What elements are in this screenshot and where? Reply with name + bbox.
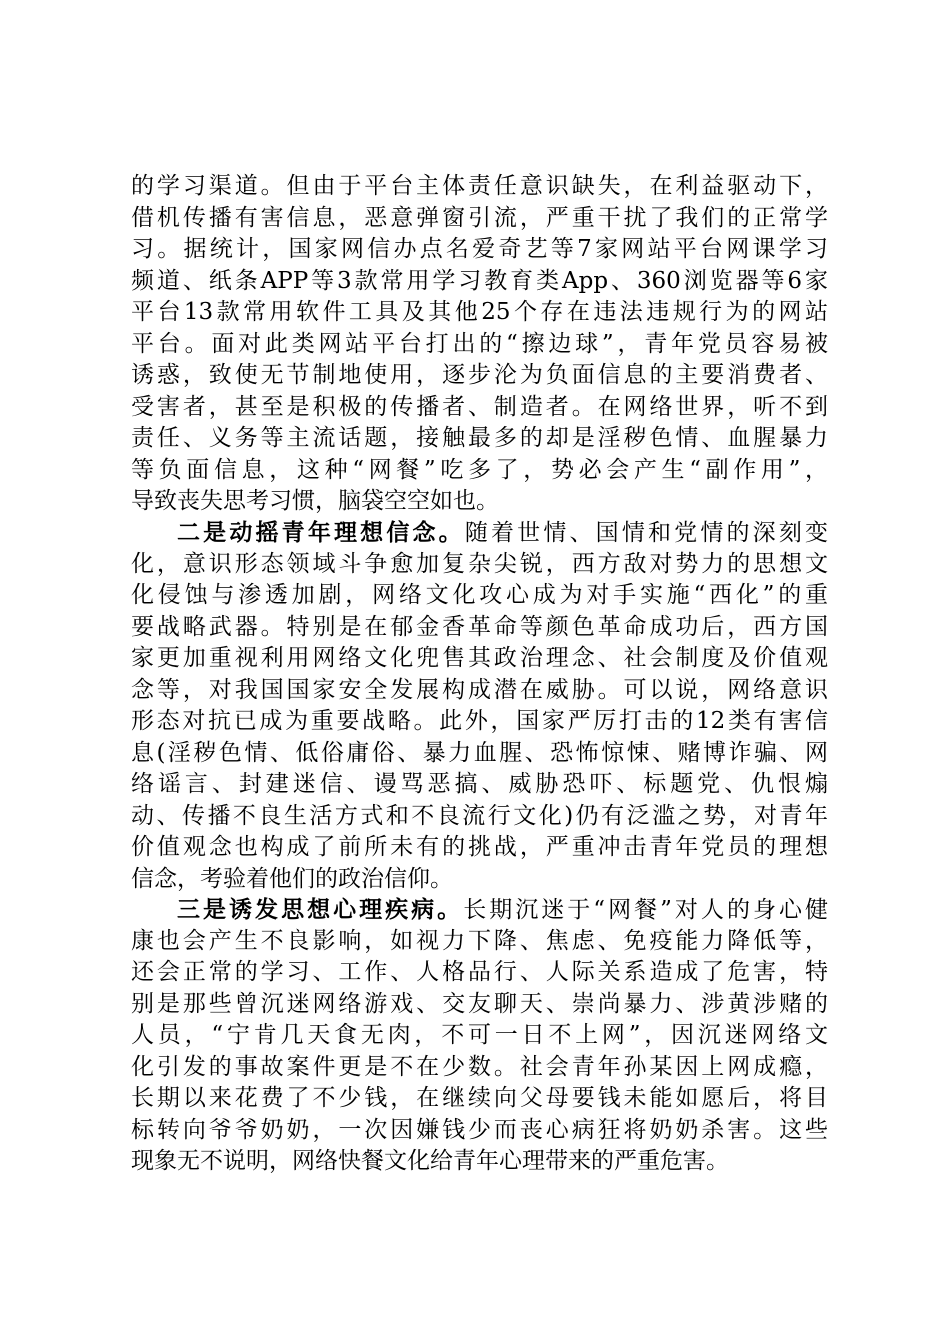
paragraph-line: 价值观念也构成了前所未有的挑战，严重冲击青年党员的理想	[131, 834, 828, 860]
paragraph-line: 别是那些曾沉迷网络游戏、交友聊天、崇尚暴力、涉黄涉赌的	[131, 990, 828, 1017]
paragraph-line: 要战略武器。特别是在郁金香革命等颜色革命成功后，西方国	[131, 613, 828, 640]
paragraph-line: 还会正常的学习、工作、人格品行、人际关系造成了危害，特	[131, 959, 828, 985]
paragraph-line: 化引发的事故案件更是不在少数。社会青年孙某因上网成瘾，	[131, 1053, 828, 1080]
paragraph-line: 络谣言、封建迷信、谩骂恶搞、威胁恐吓、标题党、仇恨煽	[131, 771, 828, 797]
paragraph-line: 标转向爷爷奶奶，一次因嫌钱少而丧心病狂将奶奶杀害。这些	[131, 1116, 828, 1143]
paragraph-line: 形态对抗已成为重要战略。此外，国家严厉打击的12类有害信	[131, 708, 828, 734]
paragraph-line: 动、传播不良生活方式和不良流行文化)仍有泛滥之势，对青年	[131, 802, 828, 829]
paragraph-line: 导致丧失思考习惯，脑袋空空如也。	[131, 488, 499, 514]
paragraph-line: 责任、义务等主流话题，接触最多的却是淫秽色情、血腥暴力	[131, 425, 828, 451]
paragraph-platform-harm	[131, 171, 828, 518]
paragraph-line: 借机传播有害信息，恶意弹窗引流，严重干扰了我们的正常学	[131, 204, 828, 231]
paragraph-line: 化侵蚀与渗透加剧，网络文化攻心成为对手实施“西化”的重	[131, 582, 828, 608]
paragraph-line: 频道、纸条APP等3款常用学习教育类App、360浏览器等6家	[131, 267, 828, 294]
paragraph-line: 信念，考验着他们的政治信仰。	[131, 865, 453, 892]
paragraph-line: 现象无不说明，网络快餐文化给青年心理带来的严重危害。	[131, 1148, 729, 1174]
paragraph-line: 念等，对我国国家安全发展构成潜在威胁。可以说，网络意识	[131, 676, 828, 703]
paragraph-line: 家更加重视利用网络文化兜售其政治理念、社会制度及价值观	[131, 645, 828, 671]
paragraph-heading: 二是动摇青年理想信念。	[177, 519, 465, 546]
paragraph-line: 人员，“宁肯几天食无肉，不可一日不上网”，因沉迷网络文	[131, 1022, 828, 1048]
paragraph-line: 康也会产生不良影响，如视力下降、焦虑、免疫能力降低等，	[131, 927, 828, 954]
paragraph-line: 长期以来花费了不少钱，在继续向父母要钱未能如愿后，将目	[131, 1085, 828, 1111]
paragraph-line: 的学习渠道。但由于平台主体责任意识缺失，在利益驱动下，	[131, 173, 828, 199]
paragraph-line-text: 长期沉迷于“网餐”对人的身心健	[463, 897, 828, 923]
paragraph-line: 化，意识形态领域斗争愈加复杂尖锐，西方敌对势力的思想文	[131, 550, 828, 577]
paragraph-first-line	[131, 517, 828, 549]
paragraph-ideals-belief	[131, 517, 828, 895]
paragraph-line: 息(淫秽色情、低俗庸俗、暴力血腥、恐怖惊悚、赌博诈骗、网	[131, 739, 828, 766]
paragraph-line: 平台。面对此类网站平台打出的“擦边球”，青年党员容易被	[131, 330, 828, 357]
paragraph-line: 习。据统计，国家网信办点名爱奇艺等7家网站平台网课学习	[131, 236, 828, 262]
paragraph-line: 等负面信息，这种“网餐”吃多了，势必会产生“副作用”，	[131, 456, 828, 483]
paragraph-line: 受害者，甚至是积极的传播者、制造者。在网络世界，听不到	[131, 393, 828, 420]
paragraph-heading: 三是诱发思想心理疾病。	[177, 896, 464, 923]
paragraph-first-line	[131, 894, 828, 926]
paragraph-mental-health	[131, 894, 828, 1178]
paragraph-line-text: 随着世情、国情和党情的深刻变	[464, 520, 829, 546]
paragraph-line: 诱惑，致使无节制地使用，逐步沦为负面信息的主要消费者、	[131, 362, 828, 388]
paragraph-line: 平台13款常用软件工具及其他25个存在违法违规行为的网站	[131, 299, 828, 325]
